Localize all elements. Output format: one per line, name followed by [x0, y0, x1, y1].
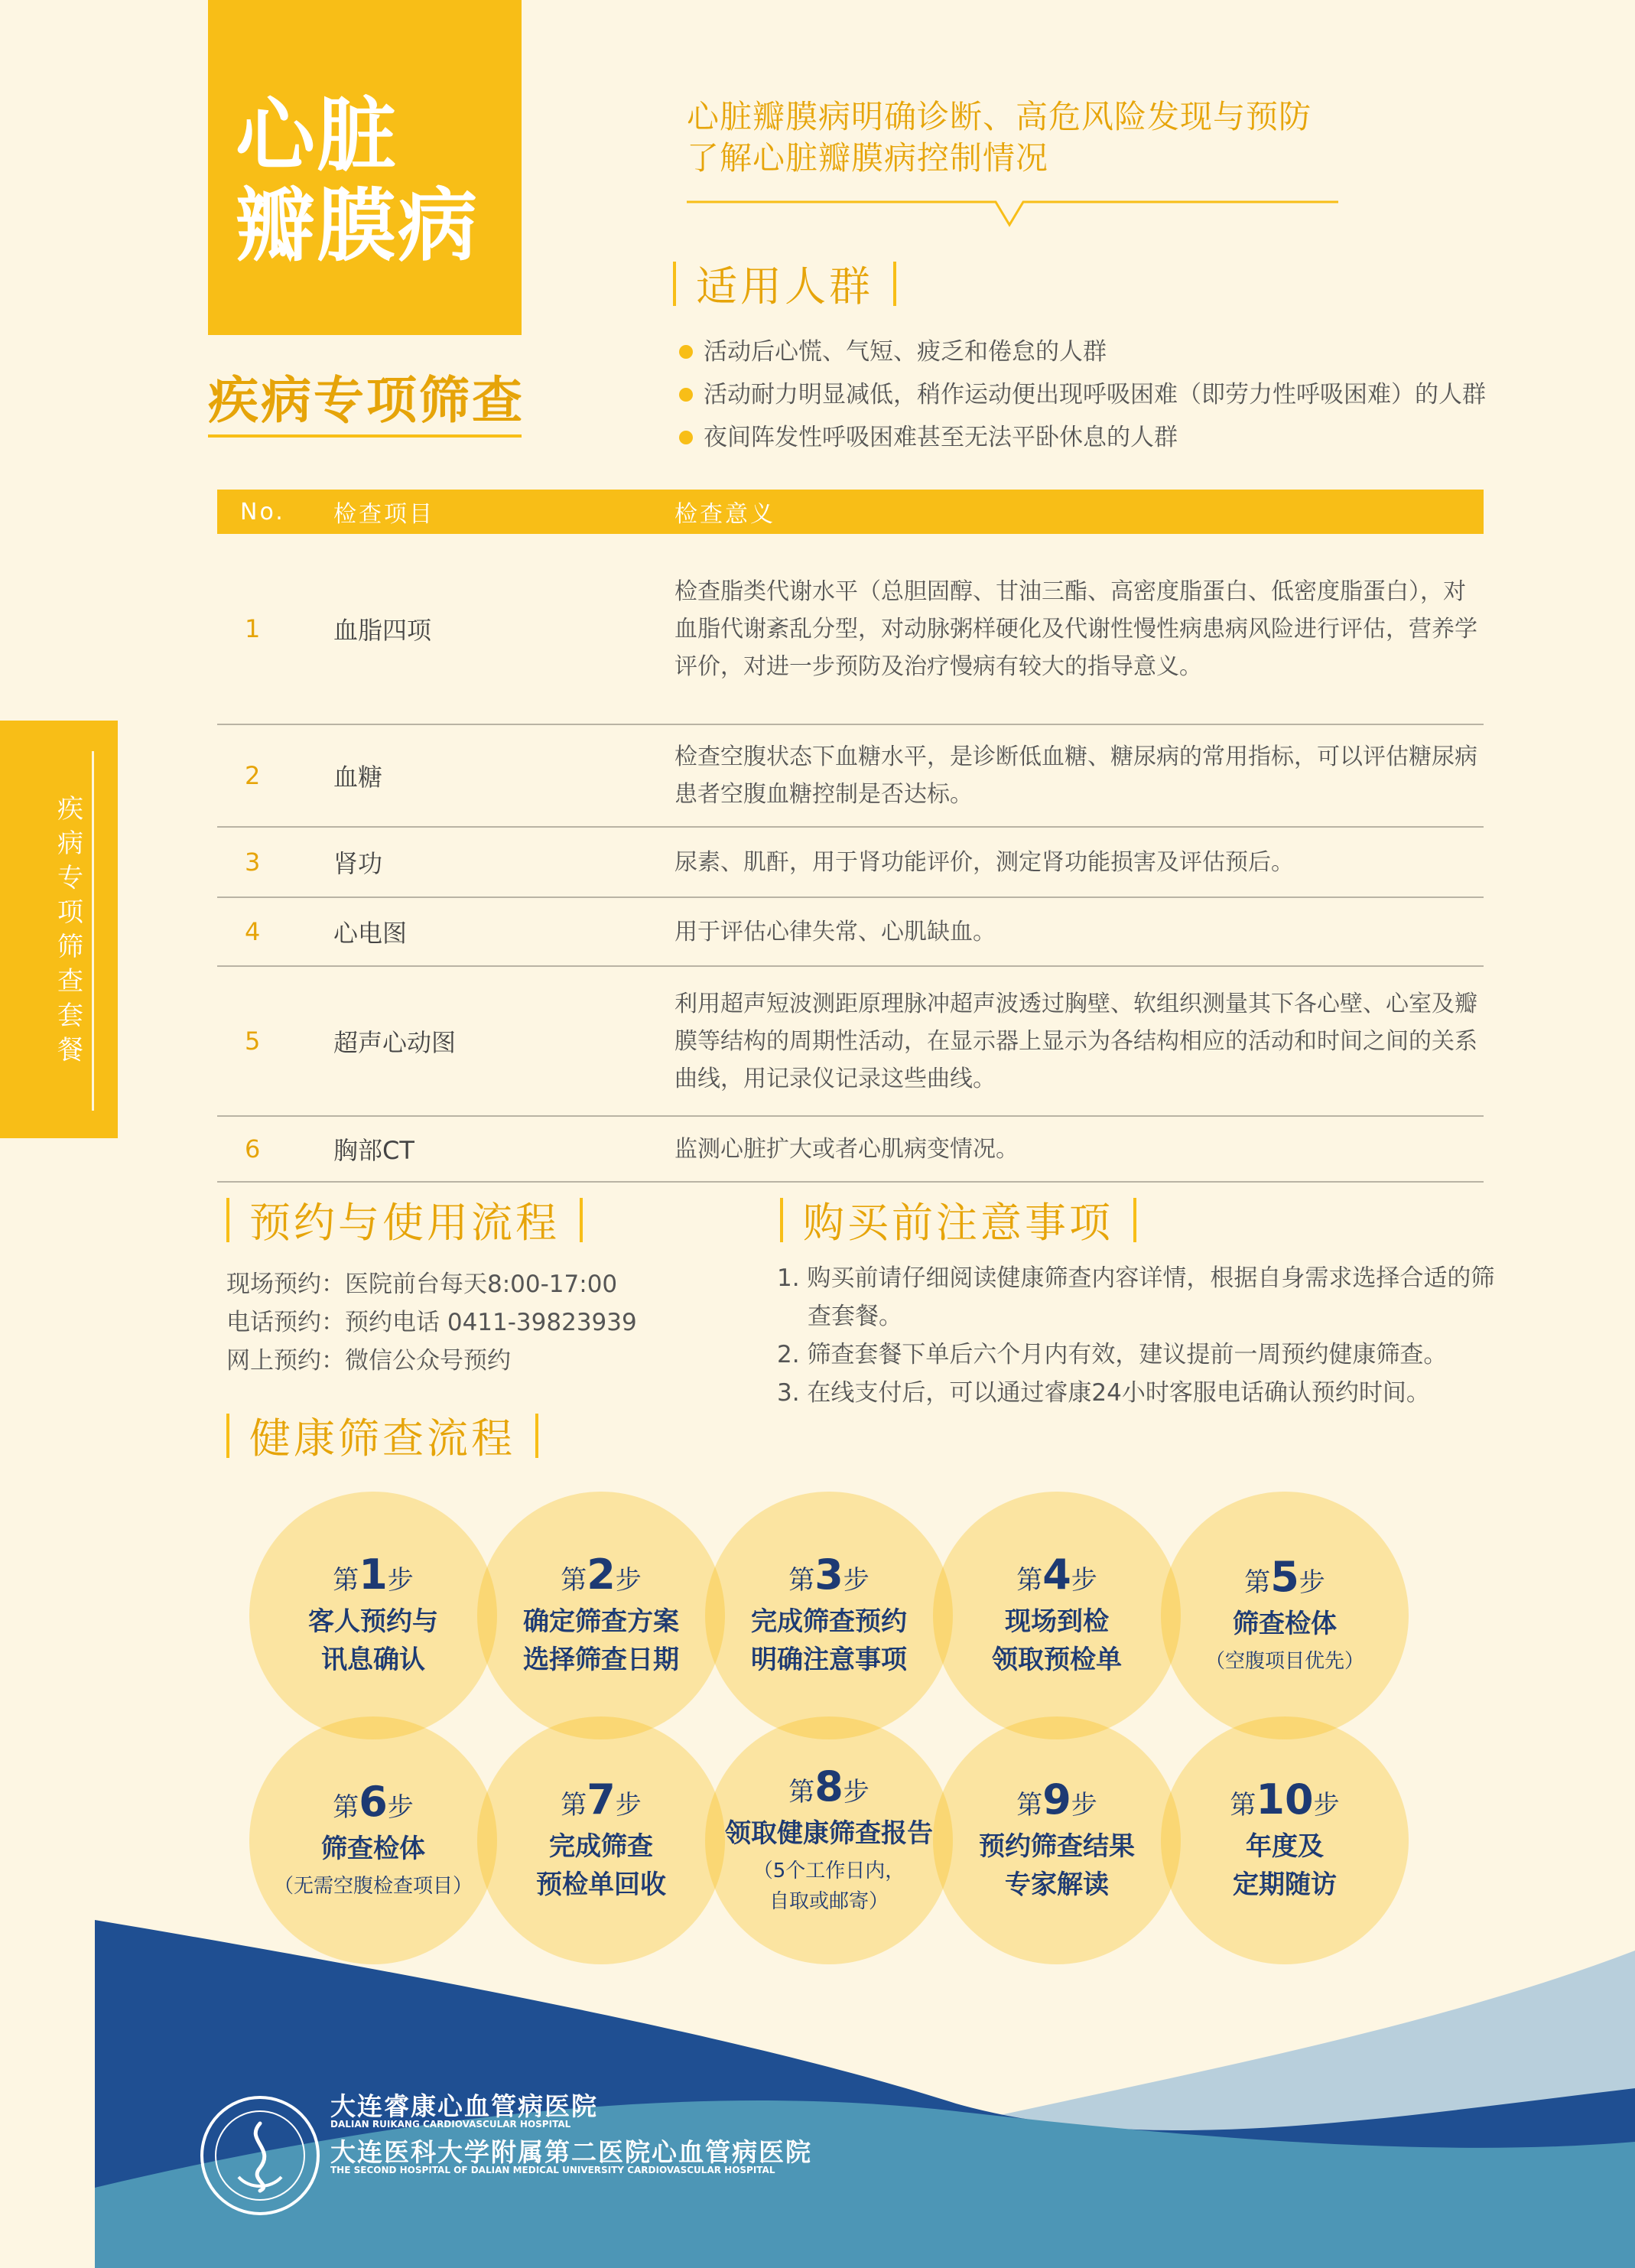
step-title: 客人预约与 — [308, 1606, 438, 1637]
subtitle-underline — [208, 434, 522, 438]
audience-list — [679, 330, 1520, 459]
step-title: 筛查检体 — [1233, 1608, 1337, 1639]
hospital-name-cn-1: 大连睿康心血管病医院 — [330, 2091, 598, 2121]
heading-bar — [673, 262, 676, 306]
table-row — [217, 828, 1484, 898]
title-line-2: 瓣膜病 — [236, 179, 479, 272]
step-title: 预约筛查结果 — [979, 1830, 1135, 1862]
exam-table — [217, 490, 1484, 1183]
list-item: 活动耐力明显减低，稍作运动便出现呼吸困难（即劳力性呼吸困难）的人群 — [679, 373, 1520, 416]
side-tab — [0, 721, 118, 1138]
step-number: 9 — [1042, 1775, 1071, 1824]
hospital-name-en-2: THE SECOND HOSPITAL OF DALIAN MEDICAL UNIVERSITY CARDIOVASCULAR HOSPITAL — [330, 2165, 775, 2175]
step-number: 8 — [814, 1762, 844, 1811]
table-header — [217, 490, 1484, 534]
intro-line-2: 了解心脏瓣膜病控制情况 — [687, 139, 1049, 177]
step-title: 现场到检 — [1005, 1606, 1109, 1637]
row-description: 检查脂类代谢水平（总胆固醇、甘油三酯、高密度脂蛋白、低密度脂蛋白），对血脂代谢紊乱分型，对动脉粥样硬化及代谢性慢性病患病风险进行评估，营养学评价，对进一步预防及治疗慢病有较大的指导意义。 — [674, 578, 1477, 680]
step-circle — [477, 1492, 725, 1739]
booking-online: 网上预约：微信公众号预约 — [226, 1347, 511, 1375]
list-item: 3. 在线支付后，可以通过睿康24小时客服电话确认预约时间。 — [777, 1379, 1430, 1407]
process-heading — [226, 1406, 558, 1465]
table-row — [217, 898, 1484, 967]
step-title: 完成筛查 — [549, 1830, 653, 1862]
header-desc: 检查意义 — [674, 501, 775, 528]
heading-bar — [780, 1198, 783, 1242]
step-label: 第5步 — [1244, 1552, 1325, 1601]
booking-onsite: 现场预约：医院前台每天8:00-17:00 — [226, 1271, 618, 1298]
row-item: 超声心动图 — [333, 1028, 457, 1057]
step-title: 确定筛查方案 — [523, 1606, 679, 1637]
row-number: 6 — [245, 1134, 261, 1163]
intro-text — [687, 96, 1344, 179]
step-number: 10 — [1256, 1775, 1314, 1824]
booking-heading-label: 预约与使用流程 — [249, 1199, 560, 1247]
table-row — [217, 725, 1484, 828]
row-description: 尿素、肌酐，用于肾功能评价，测定肾功能损害及评估预后。 — [674, 848, 1294, 876]
step-note: （无需空腹检查项目） — [273, 1874, 473, 1898]
header-no: No. — [240, 498, 285, 526]
row-item: 肾功 — [333, 849, 383, 878]
row-description: 用于评估心律失常、心肌缺血。 — [674, 918, 996, 945]
heading-bar — [893, 262, 896, 306]
row-number: 1 — [245, 614, 261, 643]
hospital-name-cn-2: 大连医科大学附属第二医院心血管病医院 — [330, 2137, 812, 2167]
table-row — [217, 967, 1484, 1117]
notes-list — [777, 1259, 1511, 1412]
side-tab-rule — [92, 751, 94, 1111]
booking-info — [226, 1265, 637, 1380]
step-title: 定期随访 — [1233, 1869, 1337, 1900]
list-item: 2. 筛查套餐下单后六个月内有效，建议提前一周预约健康筛查。 — [777, 1341, 1448, 1368]
notes-heading-label: 购买前注意事项 — [803, 1199, 1113, 1247]
speech-bubble-line — [687, 200, 1338, 231]
step-circle — [933, 1492, 1181, 1739]
step-label: 第6步 — [333, 1777, 414, 1826]
heading-bar — [1133, 1198, 1136, 1242]
row-description: 利用超声短波测距原理脉冲超声波透过胸壁、软组织测量其下各心壁、心室及瓣膜等结构的周期性活动，在显示器上显示为各结构相应的活动和时间之间的关系曲线，用记录仪记录这些曲线。 — [674, 990, 1477, 1092]
step-title: 讯息确认 — [321, 1644, 425, 1675]
audience-heading — [673, 254, 916, 313]
step-title: 专家解读 — [1005, 1869, 1109, 1900]
row-number: 3 — [245, 848, 261, 877]
list-item: 活动后心慌、气短、疲乏和倦怠的人群 — [679, 330, 1520, 373]
booking-heading — [226, 1190, 603, 1249]
row-number: 2 — [245, 761, 261, 790]
step-title: 选择筛查日期 — [523, 1644, 679, 1675]
title-block — [208, 0, 522, 335]
heading-bar — [226, 1198, 229, 1242]
step-number: 6 — [359, 1777, 388, 1826]
step-label: 第2步 — [561, 1550, 642, 1599]
step-number: 3 — [814, 1550, 844, 1599]
heading-bar — [226, 1414, 229, 1458]
step-number: 2 — [587, 1550, 616, 1599]
step-circle — [705, 1492, 953, 1739]
table-row — [217, 1117, 1484, 1183]
audience-heading-label: 适用人群 — [696, 262, 873, 311]
booking-phone: 电话预约：预约电话 0411-39823939 — [226, 1309, 637, 1336]
step-label: 第10步 — [1230, 1775, 1340, 1824]
row-item: 胸部CT — [333, 1136, 414, 1165]
step-number: 7 — [587, 1775, 616, 1824]
step-number: 4 — [1042, 1550, 1071, 1599]
list-item: 夜间阵发性呼吸困难甚至无法平卧休息的人群 — [679, 416, 1520, 459]
step-label: 第7步 — [561, 1775, 642, 1824]
row-item: 心电图 — [333, 919, 408, 948]
bullet-dot-icon — [679, 345, 693, 359]
header-item: 检查项目 — [333, 501, 434, 528]
step-label: 第9步 — [1016, 1775, 1097, 1824]
main-title — [236, 90, 479, 271]
table-row — [217, 534, 1484, 725]
step-label: 第1步 — [333, 1550, 414, 1599]
hospital-name-en-1: DALIAN RUIKANG CARDIOVASCULAR HOSPITAL — [330, 2119, 571, 2130]
bullet-dot-icon — [679, 388, 693, 402]
step-title: 筛查检体 — [321, 1833, 425, 1864]
row-item: 血脂四项 — [333, 616, 432, 645]
list-item: 1. 购买前请仔细阅读健康筛查内容详情，根据自身需求选择合适的筛查套餐。 — [777, 1264, 1495, 1330]
subtitle: 疾病专项筛查 — [208, 371, 525, 430]
step-circle — [1161, 1492, 1409, 1739]
step-note: 自取或邮寄） — [769, 1889, 889, 1913]
heading-bar — [535, 1414, 538, 1458]
step-title: 明确注意事项 — [751, 1644, 907, 1675]
row-number: 5 — [245, 1027, 261, 1056]
step-title: 领取预检单 — [992, 1644, 1122, 1675]
title-line-1: 心脏 — [236, 89, 398, 182]
step-number: 1 — [359, 1550, 388, 1599]
side-tab-label: 疾病专项筛查套餐 — [57, 794, 83, 1066]
step-title: 预检单回收 — [536, 1869, 666, 1900]
step-label: 第4步 — [1016, 1550, 1097, 1599]
intro-line-1: 心脏瓣膜病明确诊断、高危风险发现与预防 — [687, 98, 1312, 135]
row-description: 检查空腹状态下血糖水平，是诊断低血糖、糖尿病的常用指标，可以评估糖尿病患者空腹血糖控制是否达标。 — [674, 744, 1477, 808]
step-label: 第3步 — [788, 1550, 870, 1599]
step-number: 5 — [1270, 1552, 1299, 1601]
step-circle — [249, 1492, 497, 1739]
step-title: 年度及 — [1246, 1830, 1324, 1862]
row-description: 监测心脏扩大或者心肌病变情况。 — [674, 1135, 1019, 1163]
row-item: 血糖 — [333, 763, 383, 792]
step-note: （5个工作日内， — [752, 1859, 905, 1882]
bullet-dot-icon — [679, 431, 693, 444]
heading-bar — [580, 1198, 583, 1242]
row-number: 4 — [245, 917, 261, 946]
step-note: （空腹项目优先） — [1204, 1649, 1364, 1673]
step-title: 完成筛查预约 — [751, 1606, 907, 1637]
process-heading-label: 健康筛查流程 — [249, 1414, 515, 1463]
notes-heading — [780, 1190, 1156, 1249]
hospital-seal-logo-icon — [199, 2094, 321, 2217]
step-title: 领取健康筛查报告 — [725, 1817, 933, 1849]
step-label: 第8步 — [788, 1762, 870, 1811]
